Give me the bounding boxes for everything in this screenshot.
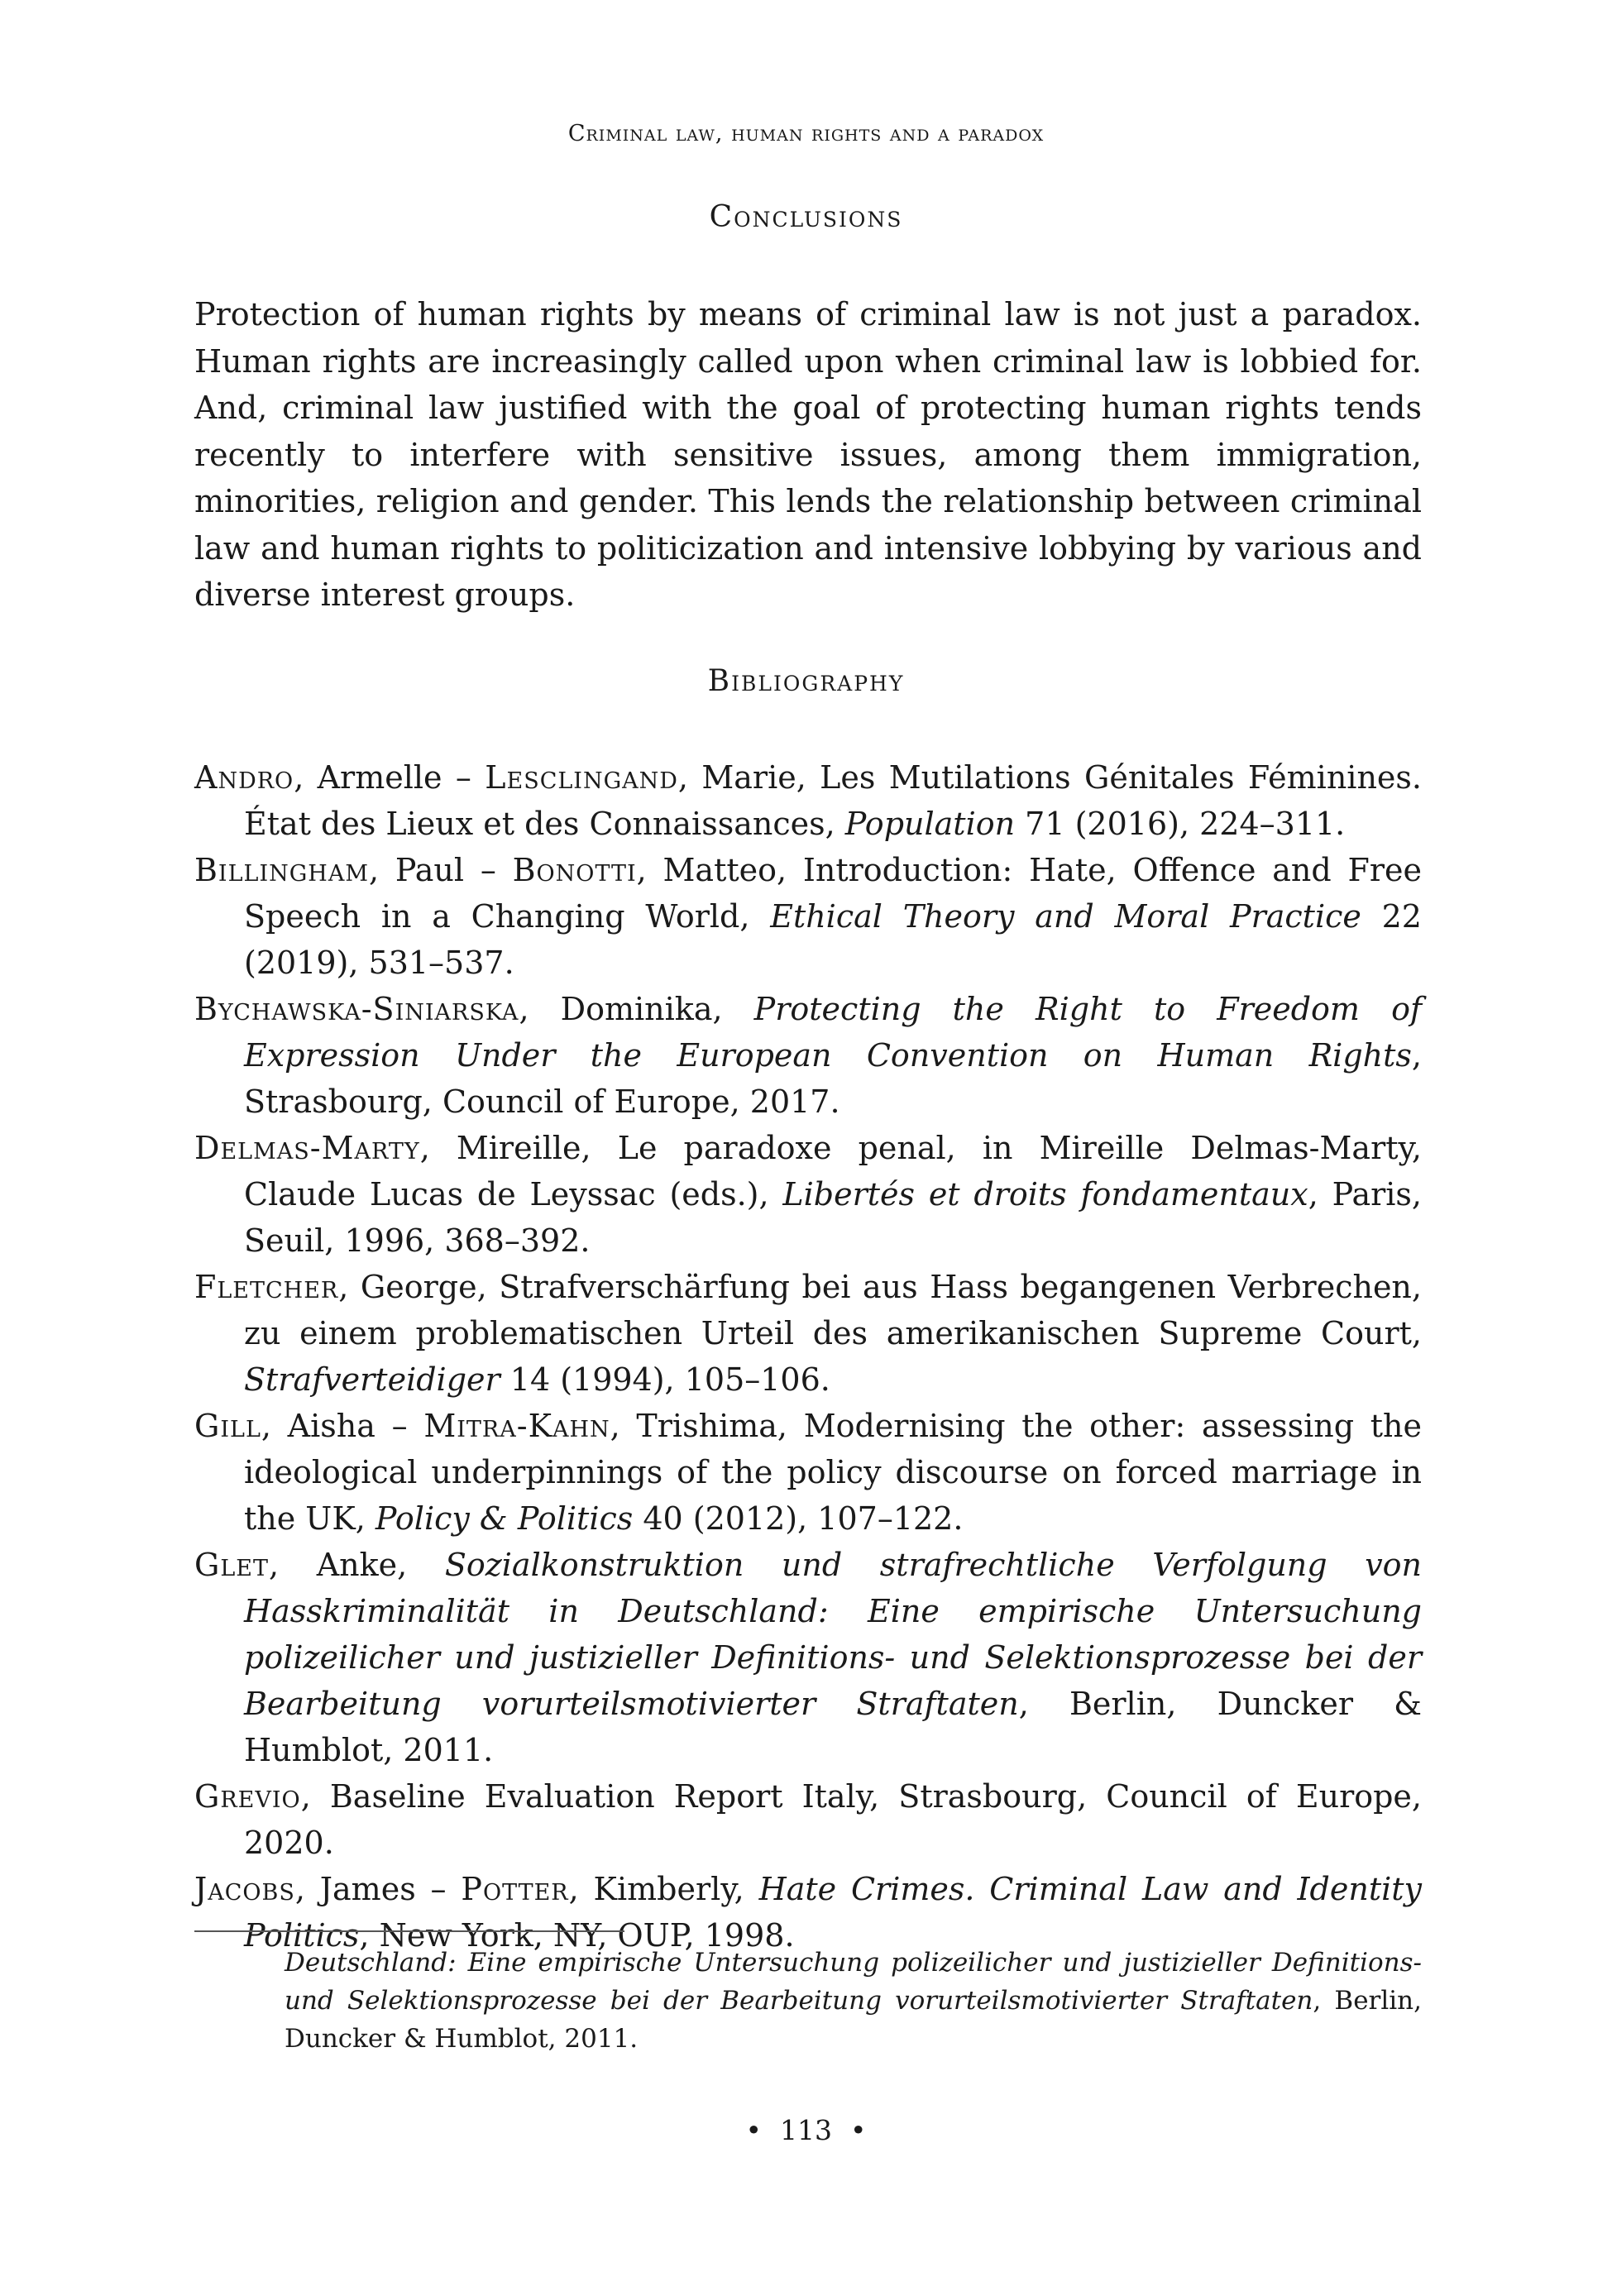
author-surname: Bonotti (512, 852, 637, 888)
work-title: Ethical Theory and Moral Practice (770, 898, 1361, 935)
citation-text: 71 (2016), 224–311. (1015, 806, 1346, 842)
citation-text: , Mireille, Le paradoxe penal, in Mireille Delmas-Marty, Claude Lucas de Leyssac (eds.), (244, 1130, 1422, 1213)
citation-text: 22 (2019), 531–537. (244, 898, 1422, 981)
conclusions-paragraph: Protection of human rights by means of criminal law is not just a paradox. Human rights are increasingly called upon when criminal law is lobbied for. And, criminal law justified with the goal of protecting human rights tends recently to interfere with sensitive issues, among them immigration, minorities, religion and gender. This lends the relationship between criminal law and human rights to politicization and intensive lobbying by various and diverse interest groups. (194, 296, 1422, 613)
bibliography-entry (194, 1773, 1422, 1866)
author-surname: Andro (194, 759, 294, 796)
work-title: Hate Crimes. Criminal Law and Identity Politics (244, 1871, 1422, 1954)
running-head: Criminal law, human rights and a paradox (567, 121, 1045, 146)
citation-text: , George, Strafverschärfung bei aus Hass begangenen Verbrechen, zu einem problematischen Urteil des amerikanischen Supreme Court, (244, 1269, 1422, 1351)
bullet-icon: • (850, 2114, 867, 2146)
work-title: Population (844, 806, 1016, 842)
author-surname: Fletcher (194, 1269, 339, 1305)
citation-text: , Marie, Les Mutilations Génitales Féminines. État des Lieux et des Connaissances, (244, 759, 1422, 842)
citation-text: , New York, NY, OUP, 1998. (359, 1917, 795, 1954)
citation-text: , James – (294, 1871, 462, 1907)
bibliography-entry (194, 1403, 1422, 1542)
footnote (285, 1944, 1422, 2058)
bibliography-entry (194, 1542, 1422, 1773)
work-title: Deutschland: Eine empirische Untersuchung polizeilicher und justizieller Definitions- und Selektionsprozesse bei der Bearbeitung vorurteilsmotivierter Straftaten (285, 1948, 1422, 2016)
author-surname: Potter (461, 1871, 569, 1907)
citation-text: 40 (2012), 107–122. (633, 1500, 964, 1537)
citation-text: , Paris, Seuil, 1996, 368–392. (244, 1176, 1422, 1259)
page-number-value: 113 (780, 2114, 832, 2146)
footnote-divider (194, 1930, 624, 1932)
page-number (0, 2114, 1612, 2146)
citation-text: , Anke, (269, 1547, 445, 1583)
work-title: Protecting the Right to Freedom of Expression Under the European Convention on Human Rights (244, 991, 1423, 1074)
bullet-icon: • (745, 2114, 762, 2146)
work-title: Policy & Politics (375, 1500, 634, 1537)
conclusions-heading: Conclusions (709, 200, 903, 234)
citation-text: , Strasbourg, Council of Europe, 2017. (244, 1037, 1422, 1120)
citation-text: , Armelle – (294, 759, 486, 796)
citation-text: , Matteo, Introduction: Hate, Offence and Free Speech in a Changing World, (244, 852, 1422, 935)
work-title: Libertés et droits fondamentaux (782, 1176, 1308, 1213)
author-surname: Delmas-Marty (194, 1130, 420, 1166)
bibliography-entry (194, 1125, 1422, 1264)
bibliography-list (194, 754, 1422, 1959)
bibliography-entry (194, 1264, 1422, 1403)
citation-text: 14 (1994), 105–106. (500, 1361, 830, 1398)
bibliography-entry (194, 847, 1422, 986)
author-surname: Grevio (194, 1778, 301, 1815)
citation-text: , Trishima, Modernising the other: assessing the ideological underpinnings of the policy discourse on forced marriage in the UK, (244, 1408, 1423, 1537)
bibliography-entry (194, 754, 1422, 847)
author-surname: Bychawska-Siniarska (194, 991, 519, 1027)
citation-text: , Berlin, Duncker & Humblot, 2011. (285, 1986, 1423, 2054)
citation-text: , Baseline Evaluation Report Italy, Strasbourg, Council of Europe, 2020. (244, 1778, 1422, 1861)
citation-text: , Aisha – (261, 1408, 424, 1444)
work-title: Strafverteidiger (244, 1361, 500, 1398)
author-surname: Gill (194, 1408, 261, 1444)
work-title: Sozialkonstruktion und strafrechtliche Verfolgung von Hasskriminalität in Deutschland: Eine empirische Untersuchung polizeilicher und justizieller Definitions- und Selektionsprozesse bei der Bearbeitung vorurteilsmotivierter Straftaten (244, 1547, 1423, 1722)
author-surname: Billingham (194, 852, 369, 888)
author-surname: Jacobs (194, 1871, 295, 1907)
bibliography-heading: Bibliography (707, 664, 905, 698)
author-surname: Glet (194, 1547, 270, 1583)
bibliography-entry (194, 986, 1422, 1125)
author-surname: Mitra-Kahn (423, 1408, 610, 1444)
citation-text: , Dominika, (519, 991, 754, 1027)
citation-text: , Paul – (369, 852, 513, 888)
citation-text: , Kimberly, (568, 1871, 759, 1907)
author-surname: Lesclingand (485, 759, 678, 796)
citation-text: , Berlin, Duncker & Humblot, 2011. (244, 1686, 1422, 1768)
